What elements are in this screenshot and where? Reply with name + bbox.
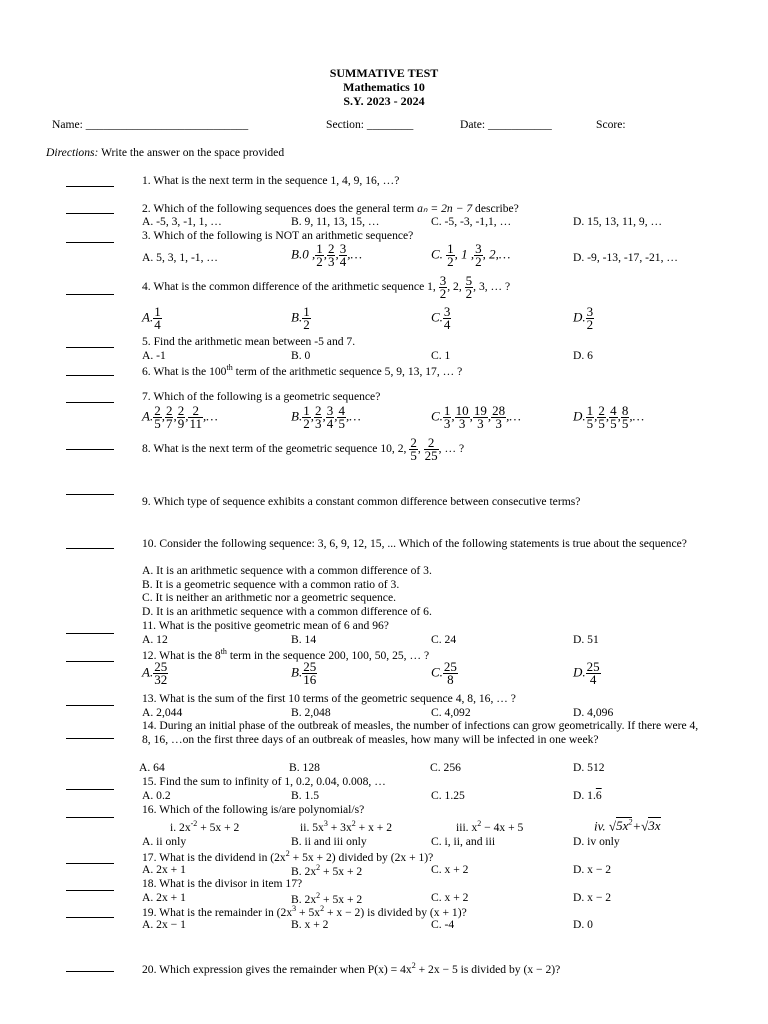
superscript: 2 [316, 891, 321, 900]
q16-item-iv [594, 818, 661, 834]
q16-option-d: D. iv only [573, 835, 620, 848]
denominator: 32 [154, 672, 168, 687]
option-label: A. [142, 408, 154, 424]
q3-b-label: B. [291, 246, 303, 262]
numerator: 1 [586, 403, 594, 418]
numerator: 2 [165, 403, 173, 418]
option-text: B. 2x [291, 892, 317, 906]
option-label: C. [431, 664, 443, 680]
fraction [586, 661, 601, 686]
numerator: 2 [424, 437, 439, 450]
q3-b-zero: 0 , [302, 246, 316, 262]
denominator: 3 [477, 416, 484, 431]
q2-formula: aₙ = 2n − 7 [417, 202, 473, 215]
numerator: 4 [610, 403, 617, 418]
q7-option-c: C. $\frac{1}{3}$ , $\frac{10}{3}$ , $\frac{19}{3}$ , $\frac{28}{3}$ ,… [431, 403, 521, 431]
denominator: 3 [314, 416, 322, 431]
q7-option-a: A. $\frac{2}{5}$ , $\frac{2}{7}$ , $\frac{2}{9}$ , $\frac{2}{11}$ ,… [142, 403, 218, 431]
q2-option-d: D. 15, 13, 11, 9, … [573, 215, 663, 228]
q17-option-d: D. x − 2 [573, 863, 612, 876]
q16-option-b: B. ii and iii only [291, 835, 367, 848]
numerator: 2 [327, 241, 335, 256]
denominator: 5 [586, 416, 594, 431]
numerator: 3 [586, 304, 594, 319]
q20-text: 20. Which expression gives the remainder when P(x) = 4x [142, 962, 412, 976]
q10-option-c: C. It is neither an arithmetic nor a geometric sequence. [142, 591, 396, 604]
q3-c-label: C. [431, 246, 443, 262]
numerator: 2 [188, 405, 203, 418]
answer-blank [66, 294, 114, 295]
sqrt-icon: √ [641, 818, 649, 834]
option-text: D. 1. [573, 789, 596, 802]
denominator: 5 [598, 416, 605, 431]
repeating-digit: 6 [595, 789, 602, 802]
q4-option-d [573, 306, 594, 331]
fraction [409, 437, 418, 462]
q16-item-i [170, 819, 239, 834]
q15-option-b: B. 1.5 [291, 789, 320, 802]
q14-option-b: B. 128 [289, 761, 320, 774]
option-text: + 5x + 2 [320, 892, 363, 906]
option-label: B. [291, 309, 303, 325]
q19-text-end: + x − 2) is divided by (x + 1)? [324, 905, 467, 919]
superscript: 3 [292, 904, 297, 913]
q4-option-c [431, 306, 451, 331]
q16-option-a: A. ii only [142, 835, 187, 848]
fraction [302, 405, 311, 430]
fraction [597, 405, 606, 430]
q6-text: 6. What is the 100 [142, 364, 227, 378]
numerator: 28 [492, 403, 506, 418]
name-field: Name: ____________________________ [52, 118, 249, 131]
question-1: 1. What is the next term in the sequence 1, 4, 9, 16, …? [142, 174, 400, 187]
numerator: 3 [439, 273, 447, 288]
q2-option-a: A. -5, 3, -1, 1, … [142, 215, 222, 228]
q18-option-d: D. x − 2 [573, 891, 612, 904]
item-text: i. 2x [170, 820, 191, 834]
q19-text: + 5x [296, 905, 321, 919]
q5-option-c: C. 1 [431, 349, 451, 362]
question-3: 3. Which of the following is NOT an arithmetic sequence? [142, 229, 414, 242]
q12-option-b [291, 661, 317, 686]
denominator: 8 [447, 672, 454, 687]
option-label: C. [431, 408, 443, 424]
denominator: 9 [177, 416, 185, 431]
fraction [621, 405, 630, 430]
q14-option-c: C. 256 [430, 761, 461, 774]
answer-blank [66, 863, 114, 864]
option-label: B. [291, 664, 303, 680]
fraction [327, 243, 336, 268]
q4-text: 4. What is the common difference of the arithmetic sequence 1, [142, 280, 436, 294]
denominator: 2 [303, 317, 310, 332]
q2-option-c: C. -5, -3, -1,1, … [431, 215, 512, 228]
q8-text: 8. What is the next term of the geometric sequence 10, 2, [142, 442, 407, 456]
question-13: 13. What is the sum of the first 10 terms of the geometric sequence 4, 8, 16, … ? [142, 692, 516, 705]
denominator: 2 [303, 416, 310, 431]
q12-text-end: term in the sequence 200, 100, 50, 25, … ? [226, 648, 430, 662]
denominator: 25 [424, 448, 438, 463]
question-5: 5. Find the arithmetic mean between -5 and 7. [142, 335, 356, 348]
question-10: 10. Consider the following sequence: 3, 6, 9, 12, 15, ... Which of the following statements is true about the sequence? [142, 537, 687, 550]
numerator: 1 [154, 304, 161, 319]
numerator: 2 [177, 403, 185, 418]
school-year: S.Y. 2023 - 2024 [343, 94, 425, 108]
section-field: Section: ________ [326, 118, 414, 131]
item-text: iii. x [456, 820, 478, 834]
answer-blank [66, 242, 114, 243]
q2-text: 2. Which of the following sequences does the general term [142, 202, 418, 215]
question-18: 18. What is the divisor in item 17? [142, 877, 303, 890]
item-text: ii. 5x [300, 820, 324, 834]
numerator: 1 [303, 403, 310, 418]
fraction [424, 437, 439, 462]
q12-option-d [573, 661, 601, 686]
q17-text: 17. What is the dividend in (2x [142, 850, 286, 864]
fraction [177, 405, 186, 430]
denominator: 4 [443, 317, 451, 332]
radicand [616, 817, 632, 833]
question-17 [142, 849, 433, 864]
fraction [455, 405, 470, 430]
q5-option-a: A. -1 [142, 349, 166, 362]
superscript: 2 [477, 819, 482, 828]
numerator: 2 [314, 403, 322, 418]
subject-title: Mathematics 10 [343, 80, 425, 94]
item-text: + x + 2 [355, 820, 393, 834]
directions [46, 146, 284, 159]
numerator: 19 [473, 403, 487, 418]
fraction [439, 275, 448, 300]
q2-text-end: describe? [472, 202, 519, 215]
numerator: 1 [316, 241, 323, 256]
q2-option-b: B. 9, 11, 13, 15, … [291, 215, 380, 228]
answer-blank [66, 738, 114, 739]
q10-option-b: B. It is a geometric sequence with a common ratio of 3. [142, 578, 400, 591]
denominator: 3 [458, 416, 466, 431]
numerator: 25 [586, 659, 600, 674]
answer-blank [66, 548, 114, 549]
fraction [586, 405, 595, 430]
q6-text-end: term of the arithmetic sequence 5, 9, 13, 17, … ? [232, 364, 463, 378]
answer-blank [66, 375, 114, 376]
denominator: 5 [154, 416, 161, 431]
answer-blank [66, 633, 114, 634]
q5-option-b: B. 0 [291, 349, 311, 362]
option-label: D. [573, 309, 586, 325]
item-text: − 4x + 5 [481, 820, 524, 834]
fraction [446, 243, 455, 268]
q15-option-a: A. 0.2 [142, 789, 171, 802]
q7-option-d: D. $\frac{1}{5}$ , $\frac{2}{5}$ , $\frac{4}{5}$ , $\frac{8}{5}$ ,… [573, 403, 645, 431]
superscript: 2 [411, 961, 416, 970]
q15-option-c: C. 1.25 [431, 789, 465, 802]
q3-option-d: D. -9, -13, -17, -21, … [573, 251, 678, 264]
item-text: + 5x + 2 [197, 820, 240, 834]
superscript: -2 [190, 819, 198, 828]
denominator: 5 [338, 416, 345, 431]
denominator: 5 [610, 416, 617, 431]
fraction [443, 306, 452, 331]
answer-blank [66, 494, 114, 495]
denominator: 3 [443, 416, 451, 431]
question-15: 15. Find the sum to infinity of 1, 0.2, 0.04, 0.008, … [142, 775, 386, 788]
q11-option-a: A. 12 [142, 633, 168, 646]
q3-option-b: B.0 , $\frac{1}{2}$ , $\frac{2}{3}$ , $\frac{3}{4}$ ,… [291, 241, 363, 269]
numerator: 25 [443, 659, 457, 674]
q10-option-d: D. It is an arithmetic sequence with a common difference of 6. [142, 605, 432, 618]
radicand: 3x [648, 818, 661, 834]
directions-label: Directions: [46, 146, 99, 159]
question-19 [142, 904, 467, 919]
fraction [153, 306, 162, 331]
denominator: 11 [189, 416, 202, 431]
option-text: + 5x + 2 [320, 864, 363, 878]
fraction [609, 405, 618, 430]
directions-text: Write the answer on the space provided [98, 146, 285, 159]
question-14: 14. During an initial phase of the outbreak of measles, the number of infections can grow geometrically. If there were 4, 8, 16, …on the first three days of an outbreak of measles, how many will be infected in one week? [142, 719, 699, 746]
superscript: 2 [320, 904, 325, 913]
q11-option-d: D. 51 [573, 633, 599, 646]
superscript: 2 [628, 818, 633, 827]
question-8 [142, 437, 464, 462]
answer-blank [66, 817, 114, 818]
superscript: 3 [323, 819, 328, 828]
q11-option-b: B. 14 [291, 633, 317, 646]
denominator: 4 [589, 672, 597, 687]
q17-option-b [291, 863, 362, 878]
q8-text-mid: , [417, 442, 421, 456]
fraction [153, 405, 162, 430]
item-text: + [632, 818, 642, 834]
question-12 [142, 647, 429, 662]
numerator: 2 [598, 403, 605, 418]
q19-text: 19. What is the remainder in (2x [142, 905, 293, 919]
q19-option-c: C. -4 [431, 918, 455, 931]
q13-option-b: B. 2,048 [291, 706, 331, 719]
numerator: 1 [447, 241, 454, 256]
fraction [188, 405, 203, 430]
option-label: A. [142, 664, 154, 680]
q19-option-d: D. 0 [573, 918, 593, 931]
fraction [153, 661, 168, 686]
denominator: 5 [410, 448, 417, 463]
item-text: + 3x [327, 820, 352, 834]
q4-text-end: , 3, … ? [473, 280, 511, 294]
superscript: th [220, 647, 227, 656]
numerator: 2 [154, 403, 161, 418]
q3-option-a: A. 5, 3, 1, -1, … [142, 251, 218, 264]
denominator: 7 [165, 416, 173, 431]
fraction [165, 405, 174, 430]
option-label: B. [291, 408, 303, 424]
denominator: 2 [586, 317, 594, 332]
q4-option-b [291, 306, 311, 331]
question-20 [142, 961, 560, 976]
q11-option-c: C. 24 [431, 633, 457, 646]
numerator: 8 [621, 403, 629, 418]
q18-option-a: A. 2x + 1 [142, 891, 186, 904]
option-label: C. [431, 309, 443, 325]
numerator: 10 [455, 403, 469, 418]
question-2 [142, 201, 519, 215]
denominator: 4 [339, 254, 347, 269]
answer-blank [66, 890, 114, 891]
fraction [302, 306, 311, 331]
q17-option-a: A. 2x + 1 [142, 863, 186, 876]
denominator: 2 [316, 254, 323, 269]
denominator: 4 [154, 317, 161, 332]
question-16: 16. Which of the following is/are polynomial/s? [142, 803, 365, 816]
numerator: 2 [410, 435, 417, 450]
numerator: 3 [475, 241, 482, 256]
question-6 [142, 363, 462, 378]
q13-option-c: C. 4,092 [431, 706, 471, 719]
numerator: 3 [326, 403, 334, 418]
q8-text-end: , … ? [438, 442, 465, 456]
answer-blank [66, 971, 114, 972]
numerator: 25 [303, 659, 317, 674]
fraction [339, 243, 348, 268]
answer-blank [66, 449, 114, 450]
q17-text-end: + 5x + 2) divided by (2x + 1)? [289, 850, 434, 864]
denominator: 16 [303, 672, 317, 687]
q10-option-a: A. It is an arithmetic sequence with a common difference of 3. [142, 564, 432, 577]
fraction [586, 306, 595, 331]
answer-blank [66, 186, 114, 187]
denominator: 2 [465, 286, 473, 301]
denominator: 2 [447, 254, 454, 269]
fraction [302, 661, 317, 686]
question-11: 11. What is the positive geometric mean of 6 and 96? [142, 619, 389, 632]
q16-item-iii [456, 819, 523, 834]
question-7: 7. Which of the following is a geometric sequence? [142, 390, 381, 403]
q16-item-ii [300, 819, 392, 834]
q19-option-b: B. x + 2 [291, 918, 329, 931]
q12-text: 12. What is the 8 [142, 648, 221, 662]
numerator: 3 [443, 304, 451, 319]
item-text: 5x [616, 818, 629, 834]
q5-option-d: D. 6 [573, 349, 593, 362]
q15-option-d [573, 789, 602, 802]
numerator: 1 [303, 304, 310, 319]
answer-blank [66, 705, 114, 706]
denominator: 5 [621, 416, 629, 431]
q7-option-b: B. $\frac{1}{2}$ , $\frac{2}{3}$ , $\frac{3}{4}$ , $\frac{4}{5}$ ,… [291, 403, 361, 431]
q19-option-a: A. 2x − 1 [142, 918, 186, 931]
numerator: 1 [443, 403, 451, 418]
superscript: 2 [285, 849, 290, 858]
fraction [443, 405, 452, 430]
fraction [443, 661, 458, 686]
numerator: 5 [465, 273, 473, 288]
q16-option-c: C. i, ii, and iii [431, 835, 496, 848]
q14-option-a: A. 64 [139, 761, 165, 774]
answer-blank [66, 789, 114, 790]
fraction [337, 405, 346, 430]
fraction [314, 405, 323, 430]
fraction [491, 405, 506, 430]
denominator: 3 [327, 254, 335, 269]
answer-blank [66, 347, 114, 348]
fraction [326, 405, 335, 430]
option-label: A. [142, 309, 154, 325]
q4-text-mid: , 2, [447, 280, 462, 294]
option-label: D. [573, 408, 586, 424]
denominator: 2 [475, 254, 482, 269]
answer-blank [66, 402, 114, 403]
question-4 [142, 275, 510, 300]
denominator: 2 [439, 286, 447, 301]
q20-text-end: + 2x − 5 is divided by (x − 2)? [415, 962, 561, 976]
sqrt-icon: √ [608, 818, 617, 834]
answer-blank [66, 213, 114, 214]
superscript: th [226, 363, 233, 372]
item-label: iv. [594, 818, 606, 834]
answer-blank [66, 661, 114, 662]
fraction [465, 275, 474, 300]
score-field: Score: [596, 118, 626, 131]
numerator: 4 [338, 403, 345, 418]
numerator: 3 [339, 241, 347, 256]
question-9: 9. Which type of sequence exhibits a constant common difference between consecutive terms? [142, 495, 581, 508]
q14-option-d: D. 512 [573, 761, 605, 774]
superscript: 2 [351, 819, 356, 828]
q3-c-mid: , 1 , [454, 246, 475, 262]
q12-option-a [142, 661, 168, 686]
superscript: 2 [316, 863, 321, 872]
q4-option-a [142, 306, 162, 331]
q3-option-c [431, 243, 510, 268]
option-text: B. 2x [291, 864, 317, 878]
q17-option-c: C. x + 2 [431, 863, 469, 876]
fraction [315, 243, 324, 268]
q12-option-c [431, 661, 458, 686]
fraction [474, 243, 483, 268]
answer-blank [66, 917, 114, 918]
numerator: 25 [154, 659, 168, 674]
denominator: 3 [495, 416, 502, 431]
q18-option-c: C. x + 2 [431, 891, 469, 904]
date-field: Date: ___________ [460, 118, 552, 131]
fraction [473, 405, 488, 430]
q13-option-a: A. 2,044 [142, 706, 183, 719]
option-label: D. [573, 664, 586, 680]
q13-option-d: D. 4,096 [573, 706, 614, 719]
test-title: SUMMATIVE TEST [329, 66, 439, 80]
q3-c-tail: , 2,… [482, 246, 511, 262]
denominator: 4 [326, 416, 334, 431]
